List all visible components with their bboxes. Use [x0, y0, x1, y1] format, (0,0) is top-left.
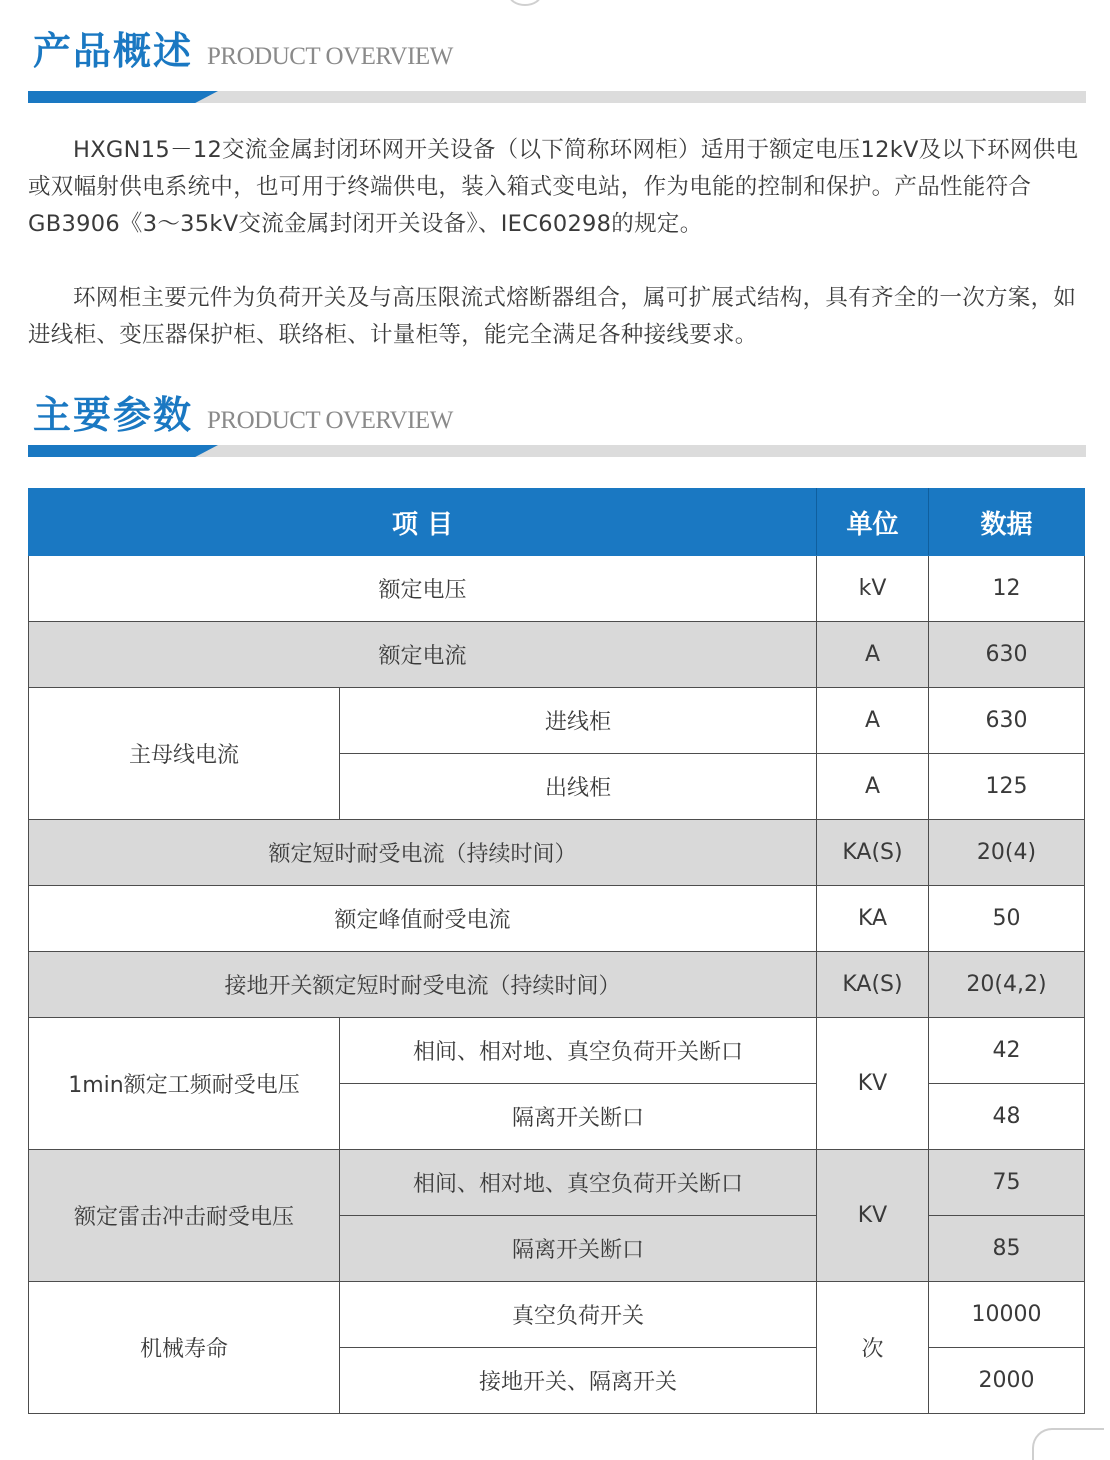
- section-title-params: [33, 384, 453, 439]
- section-title-cn: 主要参数: [33, 393, 194, 437]
- row-unit: KV: [817, 1150, 929, 1282]
- section-divider-bar: [28, 91, 1086, 103]
- section-divider-accent: [28, 91, 218, 103]
- section-title-en: PRODUCT OVERVIEW: [207, 407, 453, 434]
- row-value: 85: [929, 1216, 1085, 1282]
- row-value: 42: [929, 1018, 1085, 1084]
- table-row: [29, 1018, 1085, 1084]
- row-value: 20(4,2): [929, 952, 1085, 1018]
- row-item: 额定雷击冲击耐受电压: [29, 1150, 340, 1282]
- row-unit: A: [817, 754, 929, 820]
- row-sub-item: 接地开关、隔离开关: [340, 1348, 817, 1414]
- corner-decoration: [1032, 1428, 1104, 1460]
- row-unit: KA(S): [817, 820, 929, 886]
- table-row: [29, 556, 1085, 622]
- table-row: [29, 886, 1085, 952]
- row-value: 2000: [929, 1348, 1085, 1414]
- table-row: [29, 1150, 1085, 1216]
- header-unit: 单位: [817, 489, 929, 556]
- top-arc-decoration: [508, 0, 542, 6]
- row-sub-item: 隔离开关断口: [340, 1084, 817, 1150]
- row-unit: KA: [817, 886, 929, 952]
- row-value: 10000: [929, 1282, 1085, 1348]
- row-value: 20(4): [929, 820, 1085, 886]
- row-unit: KV: [817, 1018, 929, 1150]
- row-item: 机械寿命: [29, 1282, 340, 1414]
- row-value: 12: [929, 556, 1085, 622]
- row-value: 630: [929, 622, 1085, 688]
- row-unit: 次: [817, 1282, 929, 1414]
- row-value: 48: [929, 1084, 1085, 1150]
- row-unit: kV: [817, 556, 929, 622]
- table-row: [29, 622, 1085, 688]
- section-title-overview: [33, 20, 453, 75]
- row-item: 主母线电流: [29, 688, 340, 820]
- row-item: 接地开关额定短时耐受电流（持续时间）: [29, 952, 817, 1018]
- row-sub-item: 相间、相对地、真空负荷开关断口: [340, 1018, 817, 1084]
- row-item: 额定峰值耐受电流: [29, 886, 817, 952]
- row-value: 125: [929, 754, 1085, 820]
- row-item: 1min额定工频耐受电压: [29, 1018, 340, 1150]
- row-value: 75: [929, 1150, 1085, 1216]
- row-item: 额定电压: [29, 556, 817, 622]
- section-title-cn: 产品概述: [33, 29, 194, 73]
- parameters-table: [28, 488, 1085, 1414]
- table-header-row: [29, 489, 1085, 556]
- section-divider-bar: [28, 445, 1086, 457]
- row-sub-item: 隔离开关断口: [340, 1216, 817, 1282]
- table-row: [29, 1282, 1085, 1348]
- table-row: [29, 820, 1085, 886]
- row-item: 额定电流: [29, 622, 817, 688]
- row-item: 额定短时耐受电流（持续时间）: [29, 820, 817, 886]
- section-title-en: PRODUCT OVERVIEW: [207, 43, 453, 70]
- header-data: 数据: [929, 489, 1085, 556]
- section-divider-accent: [28, 445, 218, 457]
- row-value: 50: [929, 886, 1085, 952]
- header-item: 项 目: [29, 489, 817, 556]
- row-sub-item: 进线柜: [340, 688, 817, 754]
- row-unit: KA(S): [817, 952, 929, 1018]
- row-unit: A: [817, 622, 929, 688]
- row-unit: A: [817, 688, 929, 754]
- table-row: [29, 952, 1085, 1018]
- table-row: [29, 688, 1085, 754]
- row-value: 630: [929, 688, 1085, 754]
- row-sub-item: 相间、相对地、真空负荷开关断口: [340, 1150, 817, 1216]
- overview-paragraph-2: 环网柜主要元件为负荷开关及与高压限流式熔断器组合，属可扩展式结构，具有齐全的一次方案，如进线柜、变压器保护柜、联络柜、计量柜等，能完全满足各种接线要求。: [28, 285, 1077, 348]
- row-sub-item: 真空负荷开关: [340, 1282, 817, 1348]
- row-sub-item: 出线柜: [340, 754, 817, 820]
- overview-paragraph-1: HXGN15－12交流金属封闭环网开关设备（以下简称环网柜）适用于额定电压12kV及以下环网供电或双幅射供电系统中，也可用于终端供电，装入箱式变电站，作为电能的控制和保护。产品性能符合GB3906《3～35kV交流金属封闭开关设备》、IEC60298的规定。: [28, 137, 1079, 237]
